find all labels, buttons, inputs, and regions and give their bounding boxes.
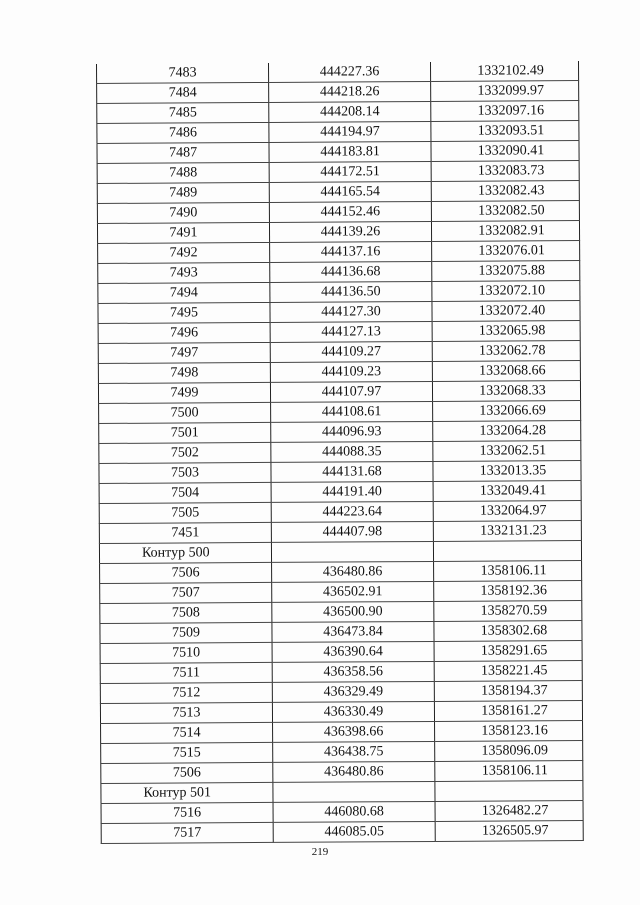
table-row bbox=[101, 821, 583, 844]
point-number-cell: 7511 bbox=[100, 662, 272, 683]
y-coordinate-cell: 1332097.16 bbox=[431, 101, 579, 122]
x-coordinate-cell: 444194.97 bbox=[269, 121, 431, 142]
y-coordinate-cell: 1332068.66 bbox=[432, 361, 580, 382]
x-coordinate-cell: 444127.13 bbox=[270, 321, 432, 342]
point-number-cell: 7517 bbox=[101, 822, 273, 843]
y-coordinate-cell: 1332083.73 bbox=[431, 161, 579, 182]
table-row bbox=[100, 661, 582, 684]
point-number-cell: 7486 bbox=[97, 122, 269, 143]
table-row bbox=[101, 741, 583, 764]
point-number-cell: 7503 bbox=[99, 462, 271, 483]
y-coordinate-cell: 1332099.97 bbox=[431, 81, 579, 102]
table-row bbox=[98, 321, 580, 344]
point-number-cell: 7514 bbox=[101, 722, 273, 743]
y-coordinate-cell: 1358192.36 bbox=[434, 581, 582, 602]
x-coordinate-cell: 444131.68 bbox=[271, 461, 433, 482]
table-row bbox=[97, 121, 579, 144]
y-coordinate-cell: 1358221.45 bbox=[434, 661, 582, 682]
x-coordinate-cell: 436329.49 bbox=[272, 681, 434, 702]
point-number-cell: 7492 bbox=[98, 242, 270, 263]
table-row bbox=[99, 461, 581, 484]
point-number-cell: 7506 bbox=[101, 762, 273, 783]
table-row bbox=[99, 481, 581, 504]
point-number-cell: 7507 bbox=[100, 582, 272, 603]
x-coordinate-cell: 436358.56 bbox=[272, 661, 434, 682]
point-number-cell: 7505 bbox=[99, 502, 271, 523]
y-coordinate-cell: 1332062.78 bbox=[432, 341, 580, 362]
point-number-cell: 7506 bbox=[100, 562, 272, 583]
point-number-cell: 7487 bbox=[97, 142, 269, 163]
y-coordinate-cell: 1332013.35 bbox=[433, 461, 581, 482]
point-number-cell: 7516 bbox=[101, 802, 273, 823]
y-coordinate-cell: 1332082.43 bbox=[431, 181, 579, 202]
point-number-cell: 7490 bbox=[97, 202, 269, 223]
y-coordinate-cell: 1358123.16 bbox=[435, 721, 583, 742]
table-row bbox=[97, 101, 579, 124]
y-coordinate-cell: 1358161.27 bbox=[434, 701, 582, 722]
y-coordinate-cell: 1332064.28 bbox=[433, 421, 581, 442]
x-coordinate-cell: 444218.26 bbox=[269, 81, 431, 102]
x-coordinate-cell: 444127.30 bbox=[270, 301, 432, 322]
point-number-cell: 7488 bbox=[97, 162, 269, 183]
x-coordinate-cell: 444172.51 bbox=[269, 161, 431, 182]
point-number-cell: 7502 bbox=[99, 442, 271, 463]
table-row bbox=[101, 721, 583, 744]
table-row bbox=[100, 641, 582, 664]
table-row bbox=[100, 601, 582, 624]
table-row bbox=[100, 561, 582, 584]
point-number-cell: 7484 bbox=[97, 82, 269, 103]
point-number-cell: 7483 bbox=[96, 63, 268, 84]
point-number-cell: 7510 bbox=[100, 642, 272, 663]
y-coordinate-cell: 1332082.50 bbox=[431, 201, 579, 222]
x-coordinate-cell: 444223.64 bbox=[271, 501, 433, 522]
table-row bbox=[98, 381, 580, 404]
table-row bbox=[96, 61, 578, 83]
page-number: 219 bbox=[311, 846, 329, 858]
x-coordinate-cell: 444088.35 bbox=[271, 441, 433, 462]
x-coordinate-cell: 444208.14 bbox=[269, 101, 431, 122]
y-coordinate-cell: 1358106.11 bbox=[434, 561, 582, 582]
contour-heading-label: Контур 500 bbox=[99, 542, 271, 563]
point-number-cell: 7501 bbox=[99, 422, 271, 443]
point-number-cell: 7512 bbox=[100, 682, 272, 703]
x-coordinate-cell: 436330.49 bbox=[272, 701, 434, 722]
point-number-cell: 7485 bbox=[97, 102, 269, 123]
x-coordinate-cell: 436502.91 bbox=[272, 581, 434, 602]
table-row bbox=[100, 621, 582, 644]
x-coordinate-cell: 444109.23 bbox=[270, 361, 432, 382]
x-coordinate-cell: 444108.61 bbox=[271, 401, 433, 422]
point-number-cell: 7509 bbox=[100, 622, 272, 643]
table-row bbox=[98, 241, 580, 264]
y-coordinate-cell: 1332090.41 bbox=[431, 141, 579, 162]
contour-heading-label: Контур 501 bbox=[101, 782, 273, 803]
table-row bbox=[100, 701, 582, 724]
table-row bbox=[100, 581, 582, 604]
y-coordinate-cell: 1358270.59 bbox=[434, 601, 582, 622]
table-row bbox=[101, 761, 583, 784]
y-coordinate-cell: 1332093.51 bbox=[431, 121, 579, 142]
y-coordinate-cell: 1332076.01 bbox=[432, 241, 580, 262]
table-row bbox=[97, 221, 579, 244]
x-coordinate-cell: 444109.27 bbox=[270, 341, 432, 362]
x-coordinate-cell: 436438.75 bbox=[273, 741, 435, 762]
y-coordinate-cell: 1326482.27 bbox=[435, 801, 583, 822]
x-coordinate-cell: 436500.90 bbox=[272, 601, 434, 622]
point-number-cell: 7513 bbox=[100, 702, 272, 723]
x-coordinate-cell: 444136.50 bbox=[270, 281, 432, 302]
x-coordinate-cell: 436480.86 bbox=[273, 761, 435, 782]
y-coordinate-cell: 1332049.41 bbox=[433, 481, 581, 502]
x-coordinate-cell: 444137.16 bbox=[270, 241, 432, 262]
x-coordinate-cell: 444183.81 bbox=[269, 141, 431, 162]
x-coordinate-cell: 444407.98 bbox=[271, 521, 433, 542]
y-coordinate-cell: 1326505.97 bbox=[435, 821, 583, 842]
point-number-cell: 7496 bbox=[98, 322, 270, 343]
y-coordinate-cell: 1358106.11 bbox=[435, 761, 583, 782]
y-coordinate-cell: 1332072.40 bbox=[432, 301, 580, 322]
point-number-cell: 7504 bbox=[99, 482, 271, 503]
x-coordinate-cell: 444191.40 bbox=[271, 481, 433, 502]
coordinates-table-body bbox=[96, 61, 583, 843]
x-coordinate-cell: 436473.84 bbox=[272, 621, 434, 642]
x-coordinate-cell: 444152.46 bbox=[269, 201, 431, 222]
table-row bbox=[97, 201, 579, 224]
y-coordinate-cell: 1332102.49 bbox=[430, 61, 578, 81]
y-coordinate-cell: 1358291.65 bbox=[434, 641, 582, 662]
empty-cell bbox=[273, 781, 435, 802]
x-coordinate-cell: 444107.97 bbox=[270, 381, 432, 402]
y-coordinate-cell: 1332066.69 bbox=[433, 401, 581, 422]
empty-cell bbox=[433, 541, 581, 562]
point-number-cell: 7497 bbox=[98, 342, 270, 363]
point-number-cell: 7515 bbox=[101, 742, 273, 763]
y-coordinate-cell: 1332064.97 bbox=[433, 501, 581, 522]
point-number-cell: 7508 bbox=[100, 602, 272, 623]
empty-cell bbox=[271, 541, 433, 562]
x-coordinate-cell: 446080.68 bbox=[273, 801, 435, 822]
point-number-cell: 7451 bbox=[99, 522, 271, 543]
y-coordinate-cell: 1332075.88 bbox=[432, 261, 580, 282]
table-row bbox=[99, 441, 581, 464]
point-number-cell: 7498 bbox=[98, 362, 270, 383]
table-row bbox=[98, 301, 580, 324]
table-row bbox=[97, 181, 579, 204]
y-coordinate-cell: 1358302.68 bbox=[434, 621, 582, 642]
empty-cell bbox=[435, 781, 583, 802]
table-row bbox=[98, 341, 580, 364]
y-coordinate-cell: 1332131.23 bbox=[433, 521, 581, 542]
point-number-cell: 7491 bbox=[97, 222, 269, 243]
x-coordinate-cell: 444136.68 bbox=[270, 261, 432, 282]
table-row bbox=[98, 261, 580, 284]
x-coordinate-cell: 444227.36 bbox=[268, 62, 430, 82]
x-coordinate-cell: 436480.86 bbox=[272, 561, 434, 582]
point-number-cell: 7495 bbox=[98, 302, 270, 323]
point-number-cell: 7493 bbox=[98, 262, 270, 283]
table-row bbox=[97, 161, 579, 184]
table-row bbox=[98, 361, 580, 384]
x-coordinate-cell: 436390.64 bbox=[272, 641, 434, 662]
point-number-cell: 7500 bbox=[99, 402, 271, 423]
y-coordinate-cell: 1332072.10 bbox=[432, 281, 580, 302]
table-row bbox=[97, 81, 579, 104]
y-coordinate-cell: 1332068.33 bbox=[432, 381, 580, 402]
x-coordinate-cell: 444165.54 bbox=[269, 181, 431, 202]
point-number-cell: 7499 bbox=[98, 382, 270, 403]
x-coordinate-cell: 446085.05 bbox=[273, 821, 435, 842]
x-coordinate-cell: 444096.93 bbox=[271, 421, 433, 442]
y-coordinate-cell: 1332065.98 bbox=[432, 321, 580, 342]
table-row bbox=[101, 801, 583, 824]
table-row bbox=[100, 681, 582, 704]
x-coordinate-cell: 436398.66 bbox=[273, 721, 435, 742]
y-coordinate-cell: 1358194.37 bbox=[434, 681, 582, 702]
coordinates-table bbox=[96, 61, 584, 844]
y-coordinate-cell: 1332062.51 bbox=[433, 441, 581, 462]
y-coordinate-cell: 1358096.09 bbox=[435, 741, 583, 762]
table-row bbox=[99, 501, 581, 524]
point-number-cell: 7494 bbox=[98, 282, 270, 303]
table-row bbox=[99, 421, 581, 444]
table-row bbox=[99, 401, 581, 424]
x-coordinate-cell: 444139.26 bbox=[269, 221, 431, 242]
table-row bbox=[97, 141, 579, 164]
y-coordinate-cell: 1332082.91 bbox=[431, 221, 579, 242]
table-row bbox=[99, 521, 581, 544]
point-number-cell: 7489 bbox=[97, 182, 269, 203]
table-row bbox=[98, 281, 580, 304]
